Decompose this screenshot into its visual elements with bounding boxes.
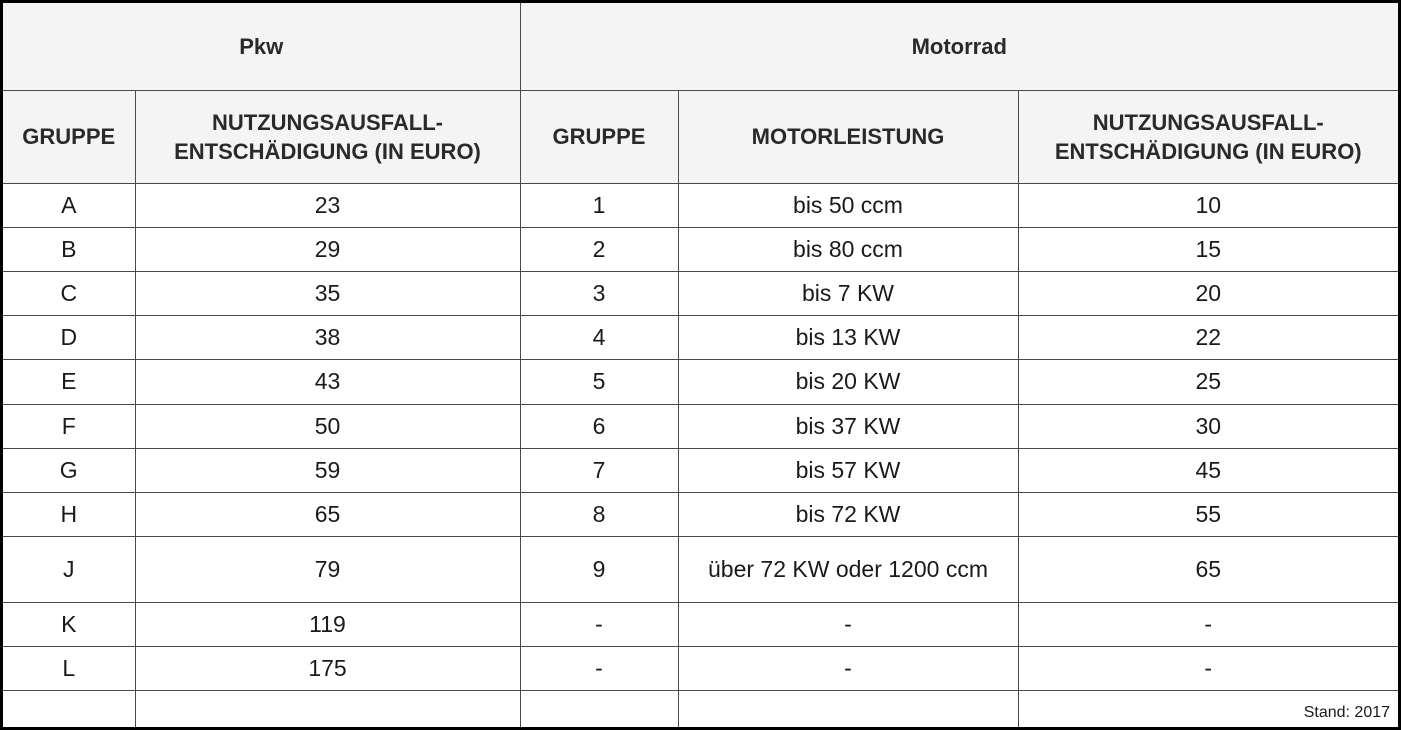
pkw-gruppe-cell: H xyxy=(3,492,135,536)
table-row xyxy=(3,316,1398,360)
pkw-entschaedigung-header: NUTZUNGSAUSFALL- ENTSCHÄDIGUNG (IN EURO) xyxy=(135,90,520,183)
empty-cell xyxy=(135,691,520,727)
motorrad-gruppe-cell: 5 xyxy=(520,360,678,404)
pkw-gruppe-cell: C xyxy=(3,272,135,316)
pkw-gruppe-cell: L xyxy=(3,647,135,691)
nutzungsausfall-table xyxy=(3,3,1398,727)
pkw-euro-cell: 38 xyxy=(135,316,520,360)
table-row xyxy=(3,228,1398,272)
motorrad-gruppe-cell: 6 xyxy=(520,404,678,448)
pkw-gruppe-cell: B xyxy=(3,228,135,272)
motorrad-gruppe-cell: 1 xyxy=(520,183,678,227)
motorrad-gruppe-cell: - xyxy=(520,647,678,691)
empty-cell xyxy=(3,691,135,727)
pkw-euro-cell: 43 xyxy=(135,360,520,404)
pkw-euro-cell: 79 xyxy=(135,536,520,602)
table-body xyxy=(3,3,1398,727)
table-row xyxy=(3,647,1398,691)
pkw-gruppe-cell: E xyxy=(3,360,135,404)
motorleistung-cell: über 72 KW oder 1200 ccm xyxy=(678,536,1018,602)
motorrad-gruppe-cell: 7 xyxy=(520,448,678,492)
stand-row xyxy=(3,691,1398,727)
motorleistung-cell: bis 13 KW xyxy=(678,316,1018,360)
pkw-gruppe-cell: F xyxy=(3,404,135,448)
table-row xyxy=(3,404,1398,448)
motorrad-euro-cell: 22 xyxy=(1018,316,1398,360)
motorrad-gruppe-cell: 8 xyxy=(520,492,678,536)
motorrad-euro-cell: - xyxy=(1018,603,1398,647)
motorrad-euro-cell: 55 xyxy=(1018,492,1398,536)
pkw-euro-cell: 119 xyxy=(135,603,520,647)
pkw-gruppe-cell: D xyxy=(3,316,135,360)
motorleistung-cell: - xyxy=(678,603,1018,647)
pkw-gruppe-cell: K xyxy=(3,603,135,647)
table-row xyxy=(3,360,1398,404)
table-row xyxy=(3,448,1398,492)
motorleistung-cell: bis 7 KW xyxy=(678,272,1018,316)
table-row xyxy=(3,536,1398,602)
pkw-euro-cell: 35 xyxy=(135,272,520,316)
motorleistung-cell: bis 80 ccm xyxy=(678,228,1018,272)
pkw-euro-cell: 29 xyxy=(135,228,520,272)
motorleistung-cell: bis 20 KW xyxy=(678,360,1018,404)
motorrad-euro-cell: 30 xyxy=(1018,404,1398,448)
column-header-row xyxy=(3,90,1398,183)
motorrad-euro-cell: 20 xyxy=(1018,272,1398,316)
empty-cell xyxy=(520,691,678,727)
empty-cell xyxy=(678,691,1018,727)
motorrad-gruppe-header: GRUPPE xyxy=(520,90,678,183)
table-row xyxy=(3,492,1398,536)
pkw-euro-cell: 175 xyxy=(135,647,520,691)
motorrad-euro-cell: 45 xyxy=(1018,448,1398,492)
motorrad-gruppe-cell: 3 xyxy=(520,272,678,316)
motorrad-gruppe-cell: 9 xyxy=(520,536,678,602)
motorleistung-cell: bis 72 KW xyxy=(678,492,1018,536)
pkw-euro-cell: 59 xyxy=(135,448,520,492)
motorrad-entschaedigung-header: NUTZUNGSAUSFALL- ENTSCHÄDIGUNG (IN EURO) xyxy=(1018,90,1398,183)
pkw-euro-cell: 23 xyxy=(135,183,520,227)
motorleistung-cell: bis 57 KW xyxy=(678,448,1018,492)
motorrad-gruppe-cell: 2 xyxy=(520,228,678,272)
table-row xyxy=(3,183,1398,227)
stand-note: Stand: 2017 xyxy=(1018,691,1398,727)
motorrad-euro-cell: 25 xyxy=(1018,360,1398,404)
motorrad-euro-cell: - xyxy=(1018,647,1398,691)
table-row xyxy=(3,603,1398,647)
motorrad-euro-cell: 15 xyxy=(1018,228,1398,272)
motorleistung-cell: bis 50 ccm xyxy=(678,183,1018,227)
table-row xyxy=(3,272,1398,316)
motorrad-euro-cell: 10 xyxy=(1018,183,1398,227)
pkw-gruppe-cell: J xyxy=(3,536,135,602)
pkw-gruppe-header: GRUPPE xyxy=(3,90,135,183)
pkw-gruppe-cell: A xyxy=(3,183,135,227)
motorrad-euro-cell: 65 xyxy=(1018,536,1398,602)
motorrad-group-header: Motorrad xyxy=(520,3,1398,90)
pkw-euro-cell: 65 xyxy=(135,492,520,536)
pkw-euro-cell: 50 xyxy=(135,404,520,448)
pkw-gruppe-cell: G xyxy=(3,448,135,492)
group-header-row xyxy=(3,3,1398,90)
pkw-group-header: Pkw xyxy=(3,3,520,90)
motorrad-gruppe-cell: - xyxy=(520,603,678,647)
motorleistung-cell: bis 37 KW xyxy=(678,404,1018,448)
motorleistung-header: MOTORLEISTUNG xyxy=(678,90,1018,183)
motorrad-gruppe-cell: 4 xyxy=(520,316,678,360)
motorleistung-cell: - xyxy=(678,647,1018,691)
